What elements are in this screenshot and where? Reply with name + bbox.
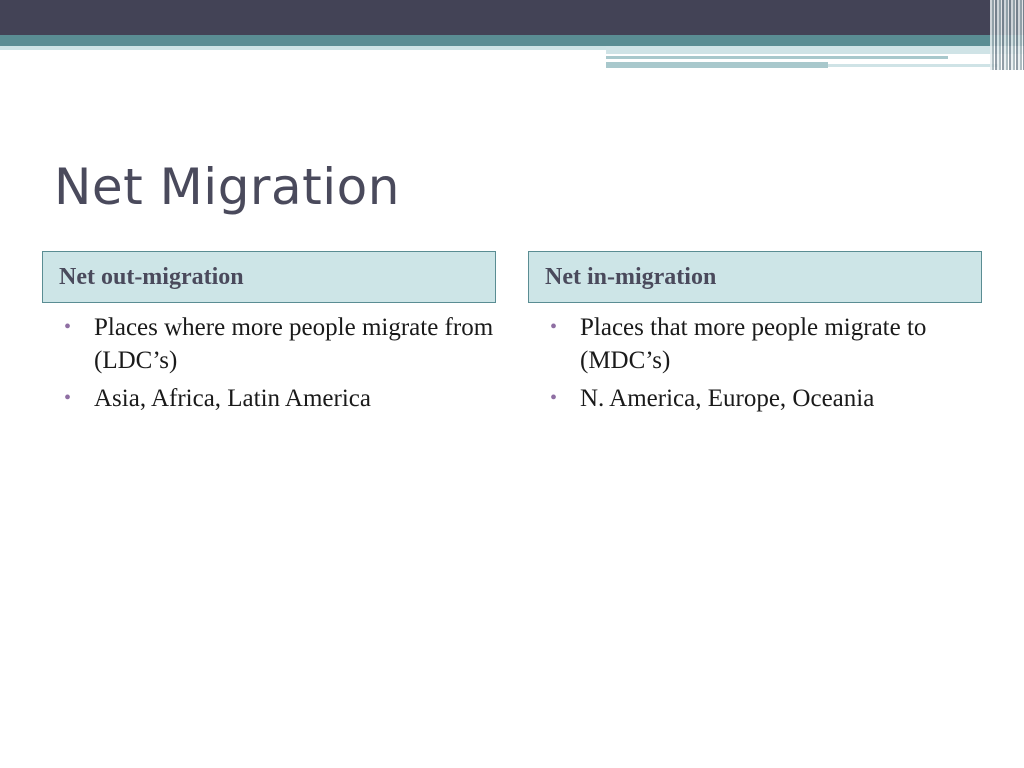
bullet-icon: •	[550, 316, 558, 338]
teal-band	[0, 35, 1024, 46]
bullet-item	[42, 382, 496, 415]
column-net-out-migration	[42, 251, 496, 420]
light-band	[0, 46, 606, 50]
bullet-list	[528, 311, 982, 415]
bullet-item	[528, 311, 982, 377]
header-band	[0, 0, 1024, 35]
bullet-icon: •	[64, 387, 72, 409]
column-net-in-migration	[528, 251, 982, 420]
bullet-text: Places where more people migrate from (LDC’s)	[94, 314, 494, 374]
bullet-icon: •	[64, 316, 72, 338]
bullet-list	[42, 311, 496, 415]
column-header: Net in-migration	[528, 251, 982, 303]
slide-title: Net Migration	[54, 158, 400, 216]
bullet-item	[528, 382, 982, 415]
bullet-text: N. America, Europe, Oceania	[580, 385, 875, 412]
bullet-icon: •	[550, 387, 558, 409]
bullet-item	[42, 311, 496, 377]
accent-line	[606, 56, 948, 59]
bullet-text: Asia, Africa, Latin America	[94, 385, 371, 412]
column-header: Net out-migration	[42, 251, 496, 303]
accent-line	[606, 46, 1024, 54]
accent-line	[606, 62, 828, 68]
bullet-text: Places that more people migrate to (MDC’s)	[580, 314, 927, 374]
decorative-stripes	[990, 0, 1024, 70]
accent-line	[828, 64, 998, 67]
